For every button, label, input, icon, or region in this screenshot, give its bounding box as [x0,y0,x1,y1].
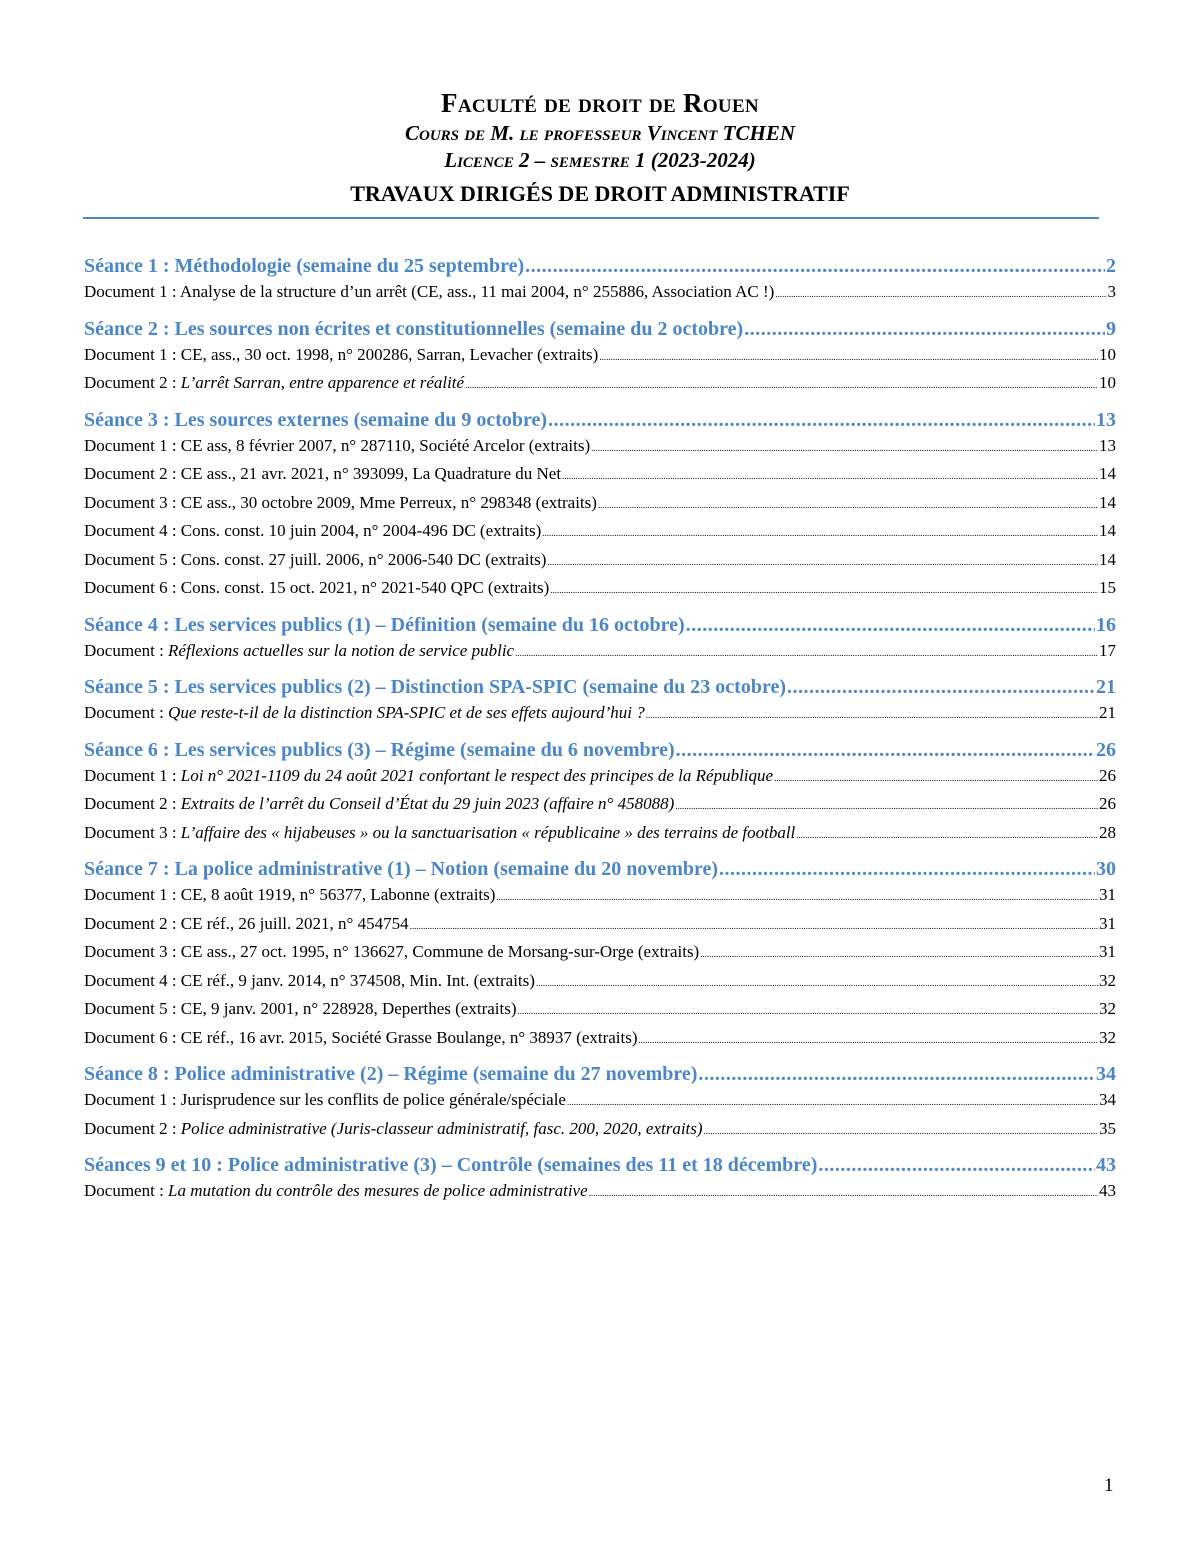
document-label [84,370,464,396]
toc-seance-entry[interactable] [84,612,1116,638]
toc-document-entry[interactable] [84,968,1116,997]
document-page: 34 [1099,1090,1116,1109]
dot-leader [704,1119,1098,1145]
document-label [84,279,774,305]
toc-section [84,856,1116,1053]
document-header [0,86,1200,212]
seance-title: Séance 4 : Les services publics (1) – Définition (semaine du 16 octobre) [84,613,685,636]
dot-leader [646,703,1098,729]
course-title: Cours de M. le professeur Vincent TCHEN [404,121,795,145]
dot-leader [775,282,1106,308]
document-prefix: Document 1 : [84,435,181,455]
document-label [84,1178,588,1204]
dot-leader [700,942,1098,968]
document-label [84,1025,638,1051]
document-page: 21 [1099,703,1116,722]
document-prefix: Document 6 : [84,578,181,597]
seance-title: Séance 1 : Méthodologie (semaine du 25 septembre) [84,255,525,277]
dot-leader [787,674,1095,700]
toc-seance-entry[interactable] [84,1061,1116,1087]
dot-leader [548,407,1095,433]
dot-leader [496,885,1098,911]
seance-page: 16 [1096,613,1116,636]
document-page: 28 [1099,822,1116,842]
dot-leader [719,856,1095,882]
document-page: 43 [1099,1181,1116,1200]
toc-document-entry[interactable] [84,547,1116,576]
toc-section [84,1061,1116,1144]
document-text: Jurisprudence sur les conflits de police générale/spéciale [180,1090,566,1109]
seance-title: Séance 5 : Les services publics (2) – Distinction SPA-SPIC (semaine du 23 octobre) [84,676,786,698]
document-text: Extraits de l’arrêt du Conseil d’État du 29 juin 2023 (affaire n° 458088) [180,794,675,813]
document-text: CE, ass., 30 oct. 1998, n° 200286, Sarran, Levacher (extraits) [180,344,599,364]
toc-section [84,1152,1116,1207]
document-page: 32 [1099,1027,1116,1047]
document-label [84,996,517,1022]
dot-leader [550,578,1098,604]
dot-leader [525,253,1105,279]
document-prefix: Document 2 : [84,913,181,933]
faculty-title: Faculté de droit de Rouen [441,88,759,118]
document-text: Police administrative (Juris-classeur administratif, fasc. 200, 2020, extraits) [180,1118,703,1138]
dot-leader [589,1181,1098,1207]
table-of-contents [84,253,1116,1215]
document-prefix: Document 1 : [84,885,181,904]
toc-section [84,737,1116,849]
toc-document-entry[interactable] [84,939,1116,968]
seance-page: 43 [1096,1154,1116,1176]
document-text: CE ass., 30 octobre 2009, Mme Perreux, n° 298348 (extraits) [180,492,597,512]
document-text: CE ass, 8 février 2007, n° 287110, Société Arcelor (extraits) [180,435,591,455]
document-text: CE ass., 21 avr. 2021, n° 393099, La Quadrature du Net [180,464,562,483]
document-text: Analyse de la structure d’un arrêt (CE, ass., 11 mai 2004, n° 255886, Association AC !) [179,282,775,301]
header-divider [83,217,1099,219]
document-page: 17 [1099,640,1116,660]
document-label [84,882,495,908]
dot-leader [796,823,1098,849]
document-label [84,763,773,789]
document-page: 14 [1099,549,1116,569]
document-label [84,968,535,994]
toc-document-entry[interactable] [84,911,1116,940]
seance-page: 34 [1096,1063,1116,1085]
document-prefix: Document 4 : [84,521,181,540]
toc-document-entry[interactable] [84,1116,1116,1145]
document-prefix: Document 5 : [84,549,181,569]
seance-title: Séance 2 : Les sources non écrites et constitutionnelles (semaine du 2 octobre) [84,317,744,340]
toc-section [84,407,1116,604]
seance-title: Séance 3 : Les sources externes (semaine du 9 octobre) [84,408,548,431]
document-label [84,1116,703,1142]
document-text: CE réf., 26 juill. 2021, n° 454754 [180,913,409,933]
seance-title: Séances 9 et 10 : Police administrative (3) – Contrôle (semaines des 11 et 18 décembre) [84,1154,818,1176]
document-page: 3 [1107,282,1116,301]
document-label [84,433,590,459]
toc-section [84,612,1116,667]
document-prefix: Document 2 : [84,464,181,483]
document-label [84,518,541,544]
toc-document-entry[interactable] [84,1025,1116,1054]
toc-document-entry[interactable] [84,820,1116,849]
seance-page: 9 [1106,317,1116,340]
document-label [84,547,546,573]
toc-document-entry[interactable] [84,342,1116,371]
dot-leader [676,737,1095,763]
document-page: 14 [1099,521,1116,540]
document-page: 32 [1099,970,1116,990]
document-prefix: Document 2 : [84,373,181,392]
toc-seance-entry[interactable] [84,674,1116,700]
toc-section [84,316,1116,399]
seance-page: 26 [1096,738,1116,761]
toc-document-entry[interactable] [84,1178,1116,1207]
dot-leader [567,1090,1098,1116]
dot-leader [562,464,1098,490]
dot-leader [818,1152,1095,1178]
toc-document-entry[interactable] [84,638,1116,667]
document-title: TRAVAUX DIRIGÉS DE DROIT ADMINISTRATIF [350,181,850,206]
toc-document-entry[interactable] [84,461,1116,490]
dot-leader [465,373,1098,399]
toc-document-entry[interactable] [84,996,1116,1025]
seance-page: 13 [1096,408,1116,431]
document-page: 35 [1099,1118,1116,1138]
document-prefix: Document : [84,703,169,722]
document-text: CE réf., 9 janv. 2014, n° 374508, Min. Int. (extraits) [180,970,535,990]
page-number: 1 [1104,1475,1114,1496]
toc-seance-entry[interactable] [84,316,1116,342]
toc-section [84,253,1116,308]
dot-leader [591,436,1098,462]
document-page: 14 [1099,464,1116,483]
document-text: Que reste-t-il de la distinction SPA-SPIC et de ses effets aujourd’hui ? [168,703,645,722]
document-text: Cons. const. 27 juill. 2006, n° 2006-540 DC (extraits) [180,549,547,569]
document-text: CE, 9 janv. 2001, n° 228928, Deperthes (extraits) [180,999,517,1018]
document-prefix: Document 4 : [84,970,181,990]
toc-document-entry[interactable] [84,1087,1116,1116]
dot-leader [698,1061,1095,1087]
dot-leader [686,612,1095,638]
document-prefix: Document 1 : [84,282,180,301]
dot-leader [518,999,1098,1025]
document-page: 13 [1099,435,1116,455]
document-label [84,700,645,726]
toc-seance-entry[interactable] [84,407,1116,433]
document-prefix: Document 2 : [84,794,181,813]
dot-leader [542,521,1098,547]
document-text: CE réf., 16 avr. 2015, Société Grasse Boulange, n° 38937 (extraits) [180,1027,638,1047]
document-text: L’arrêt Sarran, entre apparence et réalité [180,373,465,392]
dot-leader [639,1028,1098,1054]
toc-seance-entry[interactable] [84,856,1116,882]
toc-document-entry[interactable] [84,791,1116,820]
document-page: 31 [1099,913,1116,933]
document-label [84,939,699,965]
toc-document-entry[interactable] [84,882,1116,911]
document-prefix: Document 6 : [84,1027,181,1047]
document-prefix: Document 3 : [84,492,181,512]
dot-leader [744,316,1105,342]
document-page: 26 [1099,765,1116,785]
document-page: 15 [1099,578,1116,597]
document-text: L’affaire des « hijabeuses » ou la sanctuarisation « républicaine » des terrains de football [180,822,796,842]
toc-document-entry[interactable] [84,763,1116,792]
toc-seance-entry[interactable] [84,253,1116,279]
toc-section [84,674,1116,729]
dot-leader [515,641,1098,667]
document-prefix: Document 3 : [84,942,181,961]
document-page: 26 [1099,794,1116,813]
dot-leader [599,345,1098,371]
document-page: 14 [1099,492,1116,512]
dot-leader [536,971,1098,997]
document-page: 31 [1099,885,1116,904]
document-text: CE ass., 27 oct. 1995, n° 136627, Commune de Morsang-sur-Orge (extraits) [180,942,700,961]
document-prefix: Document : [84,1181,169,1200]
toc-document-entry[interactable] [84,433,1116,462]
document-text: Cons. const. 15 oct. 2021, n° 2021-540 QPC (extraits) [180,578,550,597]
document-prefix: Document 5 : [84,999,181,1018]
seance-title: Séance 7 : La police administrative (1) – Notion (semaine du 20 novembre) [84,858,719,880]
toc-document-entry[interactable] [84,700,1116,729]
seance-page: 21 [1096,676,1116,698]
document-label [84,342,598,368]
toc-seance-entry[interactable] [84,737,1116,763]
document-label [84,791,674,817]
dot-leader [598,493,1098,519]
dot-leader [410,914,1098,940]
document-text: Réflexions actuelles sur la notion de service public [168,640,515,660]
document-prefix: Document 1 : [84,765,181,785]
document-prefix: Document 1 : [84,1090,181,1109]
document-label [84,638,514,664]
level-title: Licence 2 – semestre 1 (2023-2024) [444,148,756,172]
document-label [84,575,549,601]
document-label [84,461,561,487]
document-text: CE, 8 août 1919, n° 56377, Labonne (extraits) [180,885,496,904]
document-text: La mutation du contrôle des mesures de police administrative [168,1181,588,1200]
document-label [84,911,409,937]
seance-title: Séance 8 : Police administrative (2) – Régime (semaine du 27 novembre) [84,1063,698,1085]
seance-page: 30 [1096,858,1116,880]
dot-leader [675,794,1098,820]
seance-page: 2 [1106,255,1116,277]
toc-document-entry[interactable] [84,490,1116,519]
document-page: 31 [1099,942,1116,961]
toc-document-entry[interactable] [84,279,1116,308]
document-page: 10 [1099,373,1116,392]
document-prefix: Document : [84,640,169,660]
document-prefix: Document 2 : [84,1118,181,1138]
document-prefix: Document 3 : [84,822,181,842]
document-text: Loi n° 2021-1109 du 24 août 2021 confortant le respect des principes de la République [180,765,774,785]
document-page: 10 [1099,344,1116,364]
toc-document-entry[interactable] [84,518,1116,547]
dot-leader [547,550,1098,576]
toc-document-entry[interactable] [84,370,1116,399]
toc-document-entry[interactable] [84,575,1116,604]
document-label [84,1087,566,1113]
dot-leader [774,766,1098,792]
document-page: 32 [1099,999,1116,1018]
toc-seance-entry[interactable] [84,1152,1116,1178]
document-label [84,820,795,846]
document-label [84,490,597,516]
seance-title: Séance 6 : Les services publics (3) – Régime (semaine du 6 novembre) [84,738,675,761]
document-text: Cons. const. 10 juin 2004, n° 2004-496 DC (extraits) [180,521,542,540]
document-prefix: Document 1 : [84,344,181,364]
